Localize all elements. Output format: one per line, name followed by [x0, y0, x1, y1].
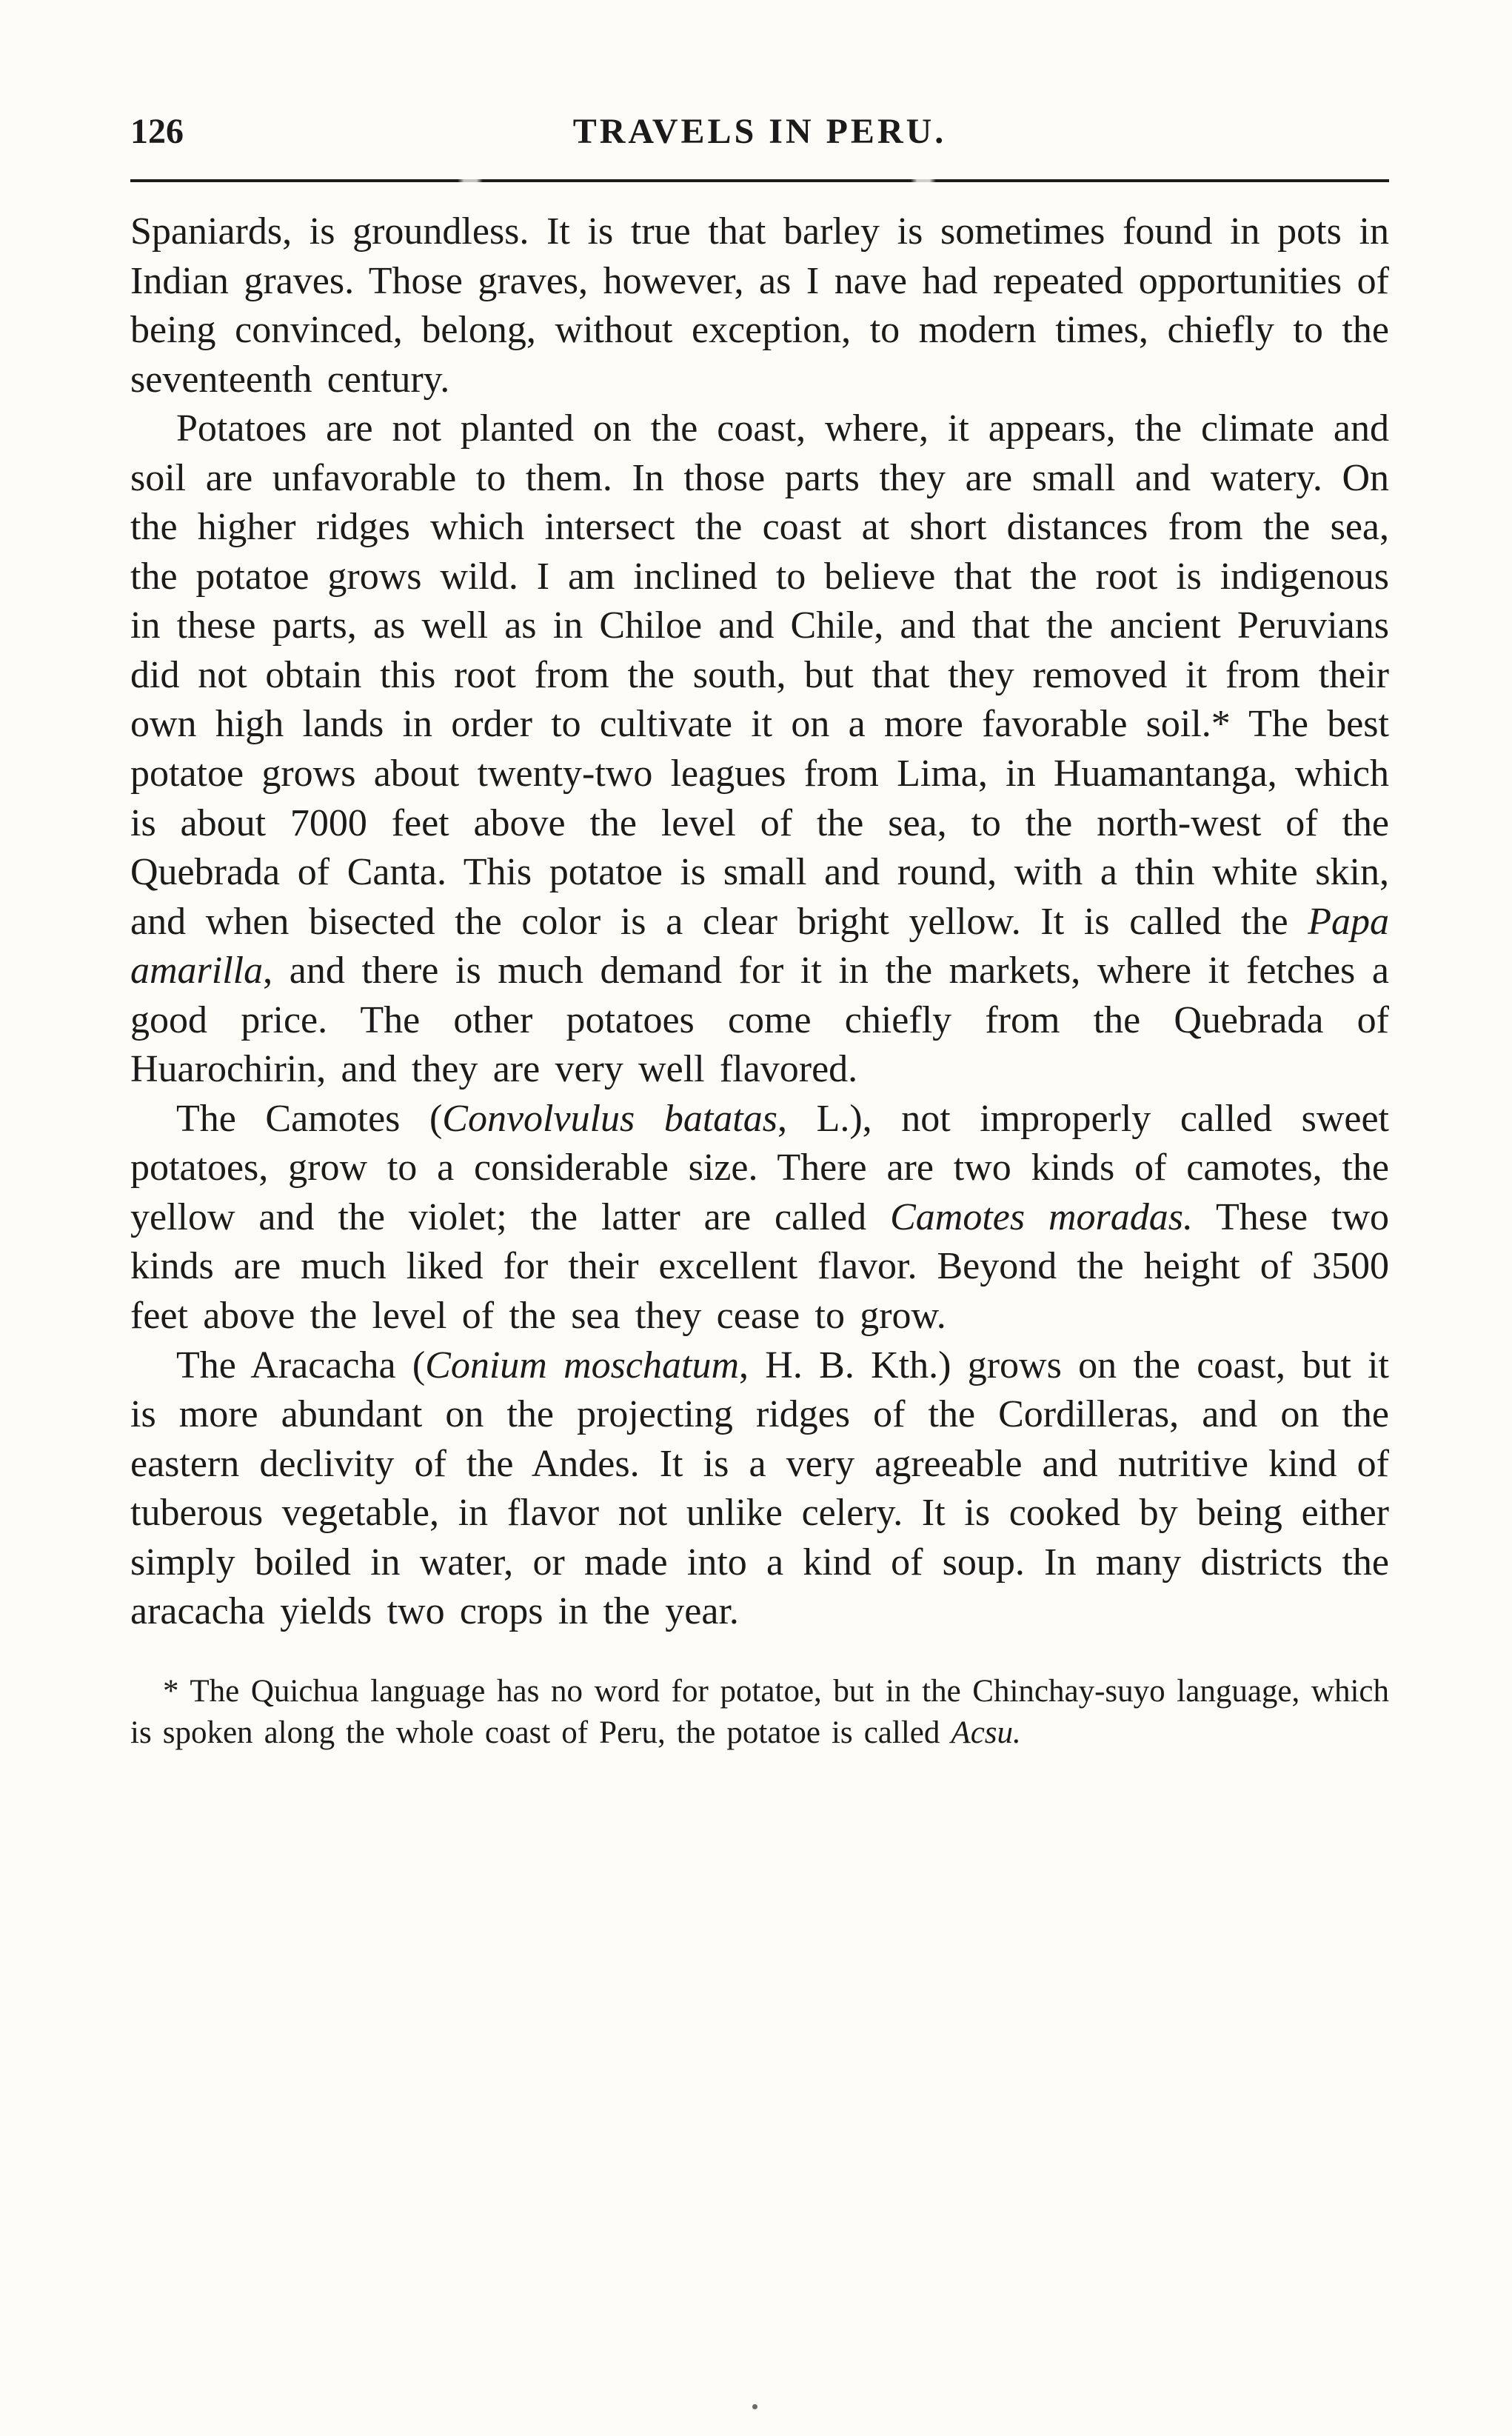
italic-text: Acsu.: [951, 1715, 1021, 1750]
text-run: Spaniards, is groundless. It is true that barley is sometimes found in pots in Indian graves. Those graves, however, as I nave had repeated opportunities of being convinced, belong, without exception, to modern times, chiefly to the seventeenth century.: [130, 210, 1389, 401]
page-content: [130, 111, 1389, 1754]
header-rule: [130, 179, 1389, 182]
text-run: Potatoes are not planted on the coast, where, it appears, the climate and soil are unfavorable to them. In those parts they are small and watery. On the higher ridges which intersect the coast at short distances from the sea, the potatoe grows wild. I am inclined to believe that the root is indigenous in these parts, as well as in Chiloe and Chile, and that the ancient Peruvians did not obtain this root from the south, but that they removed it from their own high lands in order to cultivate it on a more favorable soil.* The best potatoe grows about twenty-two leagues from Lima, in Huamantanga, which is about 7000 feet above the level of the sea, to the north-west of the Quebrada of Canta. This potatoe is small and round, with a thin white skin, and when bisected the color is a clear bright yellow. It is called the: [130, 407, 1389, 943]
italic-text: Papa amarilla: [130, 900, 1389, 992]
italic-text: Conium moschatum: [425, 1344, 739, 1386]
text-run: * The Quichua language has no word for potatoe, but in the Chinchay-suyo language, which is spoken along the whole coast of Peru, the potatoe is called: [130, 1673, 1389, 1750]
text-run: The Camotes (: [176, 1097, 443, 1140]
page-number: 126: [130, 112, 184, 151]
running-title: TRAVELS IN PERU.: [572, 112, 947, 151]
paragraph: [130, 1095, 1389, 1341]
paragraph: [130, 207, 1389, 404]
italic-text: Camotes moradas.: [890, 1195, 1193, 1238]
text-run: , and there is much demand for it in the markets, where it fetches a good price. The other potatoes come chiefly from the Quebrada of Huarochirin, and they are very well flavored.: [130, 950, 1389, 1091]
paragraph: [130, 404, 1389, 1095]
paragraph: [130, 1341, 1389, 1637]
text-run: The Aracacha (: [176, 1344, 426, 1386]
page-header: [130, 111, 1389, 163]
text-run: , L.), not improperly called sweet potatoes, grow to a considerable size. There are two kinds of camotes, the yellow and the violet; the latter are called: [130, 1097, 1389, 1238]
text-run: These two kinds are much liked for their excellent flavor. Beyond the height of 3500 feet above the level of the sea they cease to grow.: [130, 1195, 1389, 1338]
paragraph: [130, 1671, 1389, 1754]
italic-text: Convolvulus batatas: [442, 1097, 777, 1140]
text-run: , H. B. Kth.) grows on the coast, but it is more abundant on the projecting ridges of the Cordilleras, and on the eastern declivity of the Andes. It is a very agreeable and nutritive kind of tuberous vegetable, in flavor not unlike celery. It is cooked by being either simply boiled in water, or made into a kind of soup. In many districts the aracacha yields two crops in the year.: [130, 1344, 1389, 1633]
scan-speck: [752, 2404, 757, 2409]
footnote: [130, 1671, 1389, 1754]
page-body: [130, 207, 1389, 1637]
